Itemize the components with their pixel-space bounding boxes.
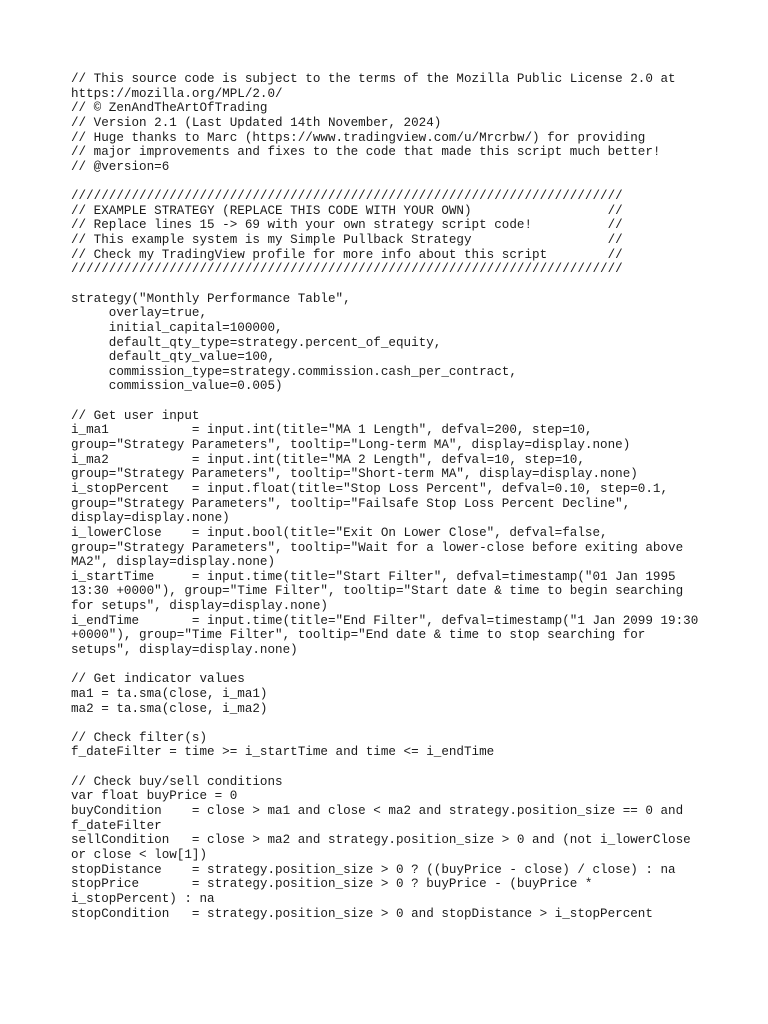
- code-line: /////////////////////////////////////////////////////////////////////////: [71, 262, 623, 277]
- code-line: // Get indicator values: [71, 672, 245, 687]
- code-line: i_ma1 = input.int(title="MA 1 Length", defval=200, step=10,: [71, 423, 593, 438]
- code-line: stopDistance = strategy.position_size > 0 ? ((buyPrice - close) / close) : na: [71, 862, 676, 877]
- code-line: [71, 394, 731, 409]
- code-line: i_startTime = input.time(title="Start Filter", defval=timestamp("01 Jan 1995: [71, 569, 676, 584]
- code-line: // © ZenAndTheArtOfTrading: [71, 101, 268, 116]
- code-line: // Version 2.1 (Last Updated 14th November, 2024): [71, 115, 442, 130]
- code-line: // Replace lines 15 -> 69 with your own strategy script code! //: [71, 218, 623, 233]
- code-line: // This source code is subject to the terms of the Mozilla Public License 2.0 at: [71, 72, 676, 86]
- code-line: buyCondition = close > ma1 and close < ma2 and strategy.position_size == 0 and: [71, 804, 684, 819]
- code-line: display=display.none): [71, 511, 230, 526]
- code-line: i_stopPercent) : na: [71, 891, 215, 906]
- code-line: group="Strategy Parameters", tooltip="Wait for a lower-close before exiting above: [71, 540, 684, 555]
- code-line: // Check buy/sell conditions: [71, 774, 283, 789]
- code-line: 13:30 +0000"), group="Time Filter", tooltip="Start date & time to begin searching: [71, 584, 684, 599]
- code-line: or close < low[1]): [71, 847, 208, 862]
- code-line: for setups", display=display.none): [71, 599, 328, 614]
- code-line: group="Strategy Parameters", tooltip="Long-term MA", display=display.none): [71, 438, 631, 453]
- code-line: f_dateFilter: [71, 818, 162, 833]
- code-line: /////////////////////////////////////////////////////////////////////////: [71, 189, 623, 204]
- code-line: default_qty_type=strategy.percent_of_equity,: [71, 335, 442, 350]
- code-line: [71, 658, 731, 673]
- code-line: default_qty_value=100,: [71, 350, 276, 365]
- code-line: // EXAMPLE STRATEGY (REPLACE THIS CODE WITH YOUR OWN) //: [71, 203, 623, 218]
- code-line: var float buyPrice = 0: [71, 789, 238, 804]
- source-code-block: [71, 72, 731, 921]
- code-line: // Get user input: [71, 408, 200, 423]
- code-line: [71, 716, 731, 731]
- code-line: group="Strategy Parameters", tooltip="Short-term MA", display=display.none): [71, 467, 638, 482]
- code-line: https://mozilla.org/MPL/2.0/: [71, 86, 283, 101]
- code-line: i_lowerClose = input.bool(title="Exit On Lower Close", defval=false,: [71, 525, 608, 540]
- code-line: overlay=true,: [71, 306, 208, 321]
- code-line: // @version=6: [71, 159, 170, 174]
- code-line: i_ma2 = input.int(title="MA 2 Length", defval=10, step=10,: [71, 452, 585, 467]
- code-line: stopCondition = strategy.position_size > 0 and stopDistance > i_stopPercent: [71, 906, 653, 921]
- code-line: commission_type=strategy.commission.cash_per_contract,: [71, 364, 517, 379]
- code-line: stopPrice = strategy.position_size > 0 ? buyPrice - (buyPrice *: [71, 877, 593, 892]
- code-line: MA2", display=display.none): [71, 555, 276, 570]
- code-line: f_dateFilter = time >= i_startTime and time <= i_endTime: [71, 745, 495, 760]
- code-line: i_stopPercent = input.float(title="Stop Loss Percent", defval=0.10, step=0.1,: [71, 481, 669, 496]
- code-line: sellCondition = close > ma2 and strategy.position_size > 0 and (not i_lowerClose: [71, 833, 691, 848]
- code-line: initial_capital=100000,: [71, 320, 283, 335]
- code-line: strategy("Monthly Performance Table",: [71, 291, 351, 306]
- code-line: setups", display=display.none): [71, 642, 298, 657]
- code-line: group="Strategy Parameters", tooltip="Failsafe Stop Loss Percent Decline",: [71, 496, 631, 511]
- code-line: ma1 = ta.sma(close, i_ma1): [71, 686, 268, 701]
- code-line: // This example system is my Simple Pullback Strategy //: [71, 233, 623, 248]
- code-line: +0000"), group="Time Filter", tooltip="End date & time to stop searching for: [71, 628, 646, 643]
- code-line: [71, 760, 731, 775]
- code-line: // major improvements and fixes to the code that made this script much better!: [71, 145, 661, 160]
- code-line: // Check filter(s): [71, 730, 208, 745]
- code-line: commission_value=0.005): [71, 379, 283, 394]
- code-line: // Huge thanks to Marc (https://www.tradingview.com/u/Mrcrbw/) for providing: [71, 130, 646, 145]
- code-line: i_endTime = input.time(title="End Filter", defval=timestamp("1 Jan 2099 19:30: [71, 613, 699, 628]
- code-line: // Check my TradingView profile for more info about this script //: [71, 247, 623, 262]
- code-line: [71, 277, 731, 292]
- code-line: [71, 174, 731, 189]
- code-line: ma2 = ta.sma(close, i_ma2): [71, 701, 268, 716]
